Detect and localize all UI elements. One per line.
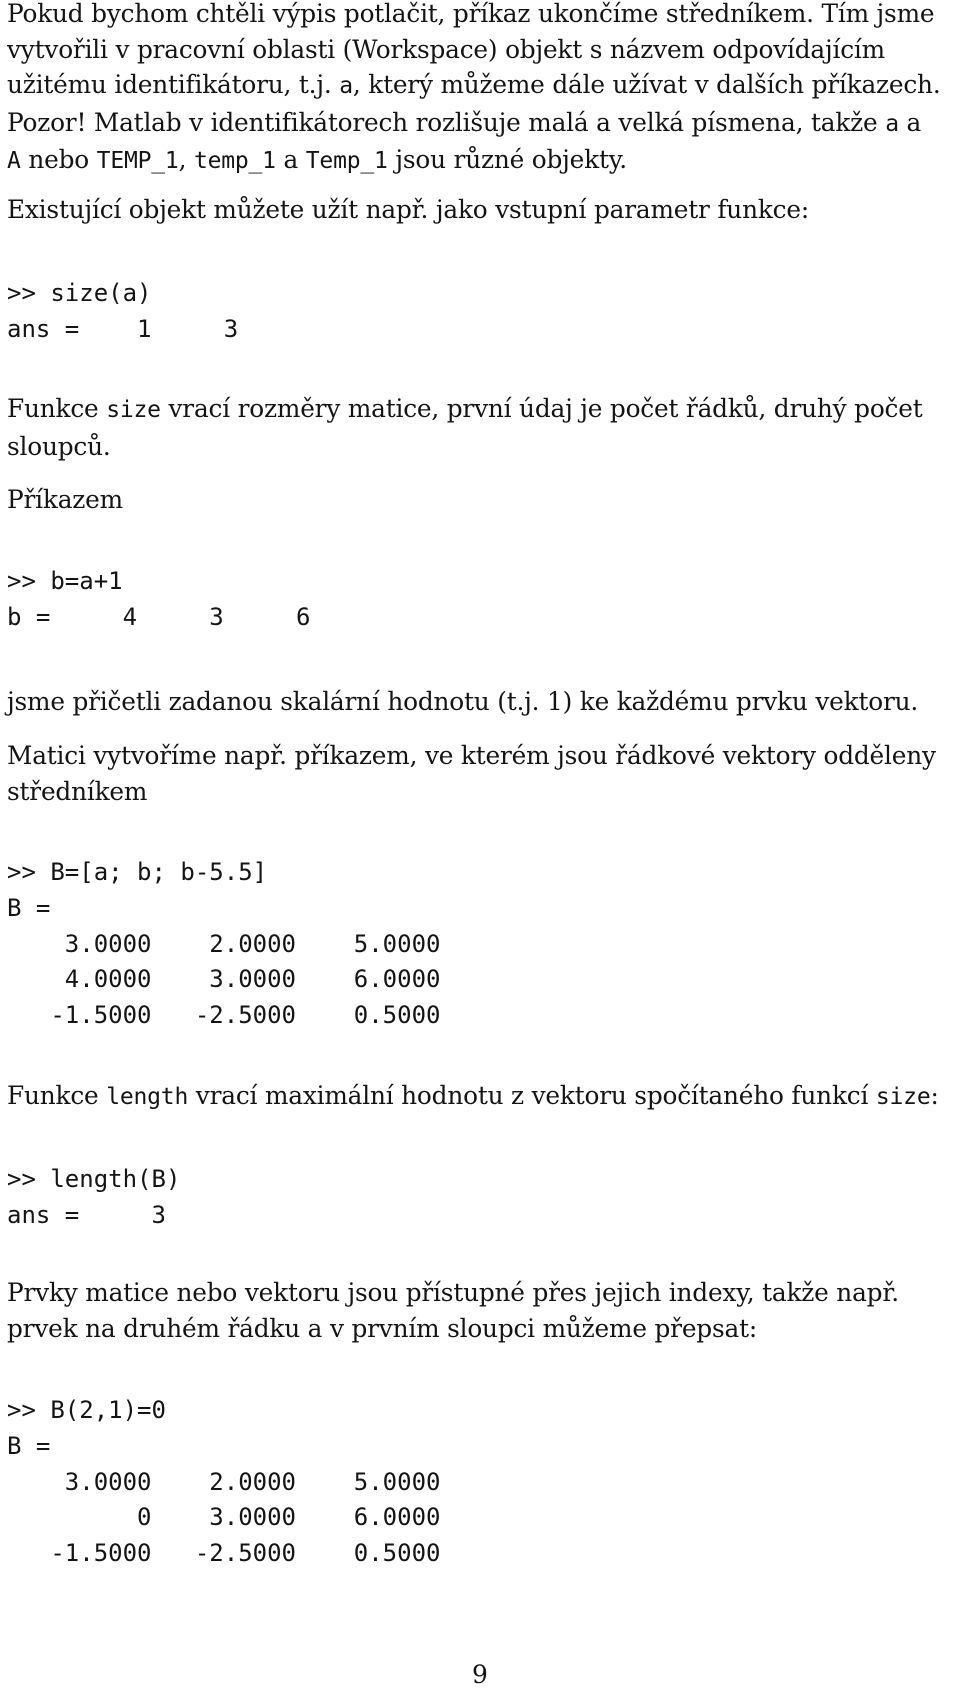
prikazem-paragraph: Příkazem — [7, 485, 123, 514]
page-number: 9 — [472, 1660, 488, 1689]
inline-code: temp_1 — [193, 148, 276, 175]
inline-code: size — [875, 1084, 931, 1110]
size-description — [7, 391, 922, 464]
text-line: sloupců. — [7, 431, 111, 461]
inline-code: Temp_1 — [305, 148, 388, 175]
intro-paragraph — [7, 0, 941, 180]
code-block-size: >> size(a) ans = 1 3 — [7, 279, 239, 343]
length-description: Funkce length vrací maximální hodnotu z vektoru spočítaného funkcí size: — [7, 1081, 939, 1110]
inline-code: A — [7, 148, 21, 175]
text-line: středníkem — [7, 776, 148, 806]
inline-code: size — [106, 397, 161, 423]
code-block-length: >> length(B) ans = 3 — [7, 1165, 181, 1229]
inline-code: TEMP_1 — [96, 148, 179, 175]
text-line: Prvky matice nebo vektoru jsou přístupné přes jejich indexy, takže např. — [7, 1278, 899, 1307]
existing-paragraph: Existující objekt můžete užít např. jako vstupní parametr funkce: — [7, 195, 809, 224]
text-line: užitému identifikátoru, t.j. a, který můžeme dále užívat v dalších příkazech. — [7, 70, 941, 100]
text-line: vytvořili v pracovní oblasti (Workspace) objekt s názvem odpovídajícím — [7, 34, 885, 64]
matrix-intro-paragraph — [7, 738, 936, 809]
code-block-B: >> B=[a; b; b-5.5] B = 3.0000 2.0000 5.0000 4.0000 3.0000 6.0000 -1.5000 -2.5000 0.5000 — [7, 858, 441, 1030]
access-paragraph — [7, 1275, 899, 1346]
inline-code: a — [339, 73, 353, 100]
text-line: prvek na druhém řádku a v prvním sloupci můžeme přepsat: — [7, 1313, 757, 1343]
text-line: A nebo TEMP_1, temp_1 a Temp_1 jsou různé objekty. — [7, 145, 627, 175]
text-line: Matici vytvoříme např. příkazem, ve kterém jsou řádkové vektory odděleny — [7, 741, 936, 770]
inline-code: a — [885, 110, 899, 137]
text-line: Pozor! Matlab v identifikátorech rozlišuje malá a velká písmena, takže a a — [7, 107, 922, 137]
code-block-B21: >> B(2,1)=0 B = 3.0000 2.0000 5.0000 0 3.0000 6.0000 -1.5000 -2.5000 0.5000 — [7, 1396, 441, 1568]
after-b-paragraph: jsme přičetli zadanou skalární hodnotu (t.j. 1) ke každému prvku vektoru. — [7, 687, 919, 716]
code-block-b: >> b=a+1 b = 4 3 6 — [7, 567, 311, 631]
text-line: Pokud bychom chtěli výpis potlačit, příkaz ukončíme středníkem. Tím jsme — [7, 0, 935, 28]
inline-code: length — [106, 1084, 189, 1110]
text-line: Funkce size vrací rozměry matice, první údaj je počet řádků, druhý počet — [7, 394, 923, 423]
